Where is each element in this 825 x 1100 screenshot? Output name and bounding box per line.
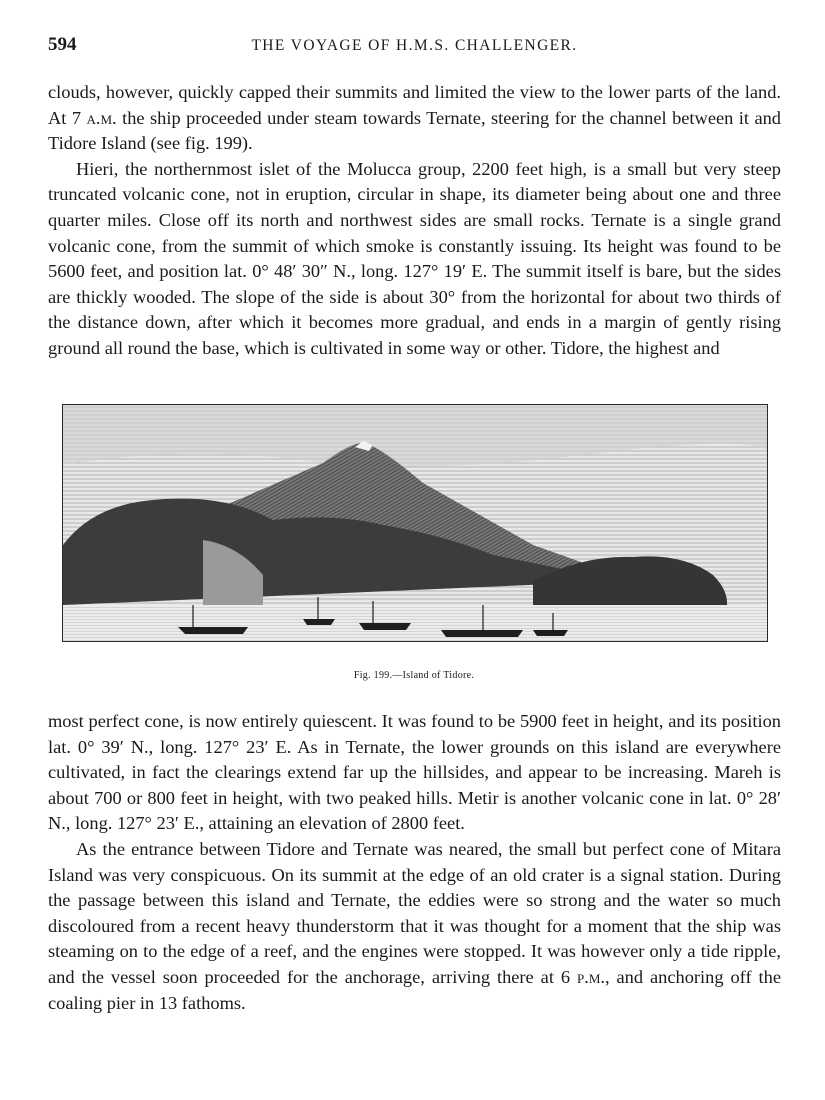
body-text-top bbox=[48, 80, 781, 362]
body-text-bottom bbox=[48, 709, 781, 1016]
time-unit: a.m. bbox=[86, 107, 117, 128]
sea-ripples bbox=[63, 605, 767, 641]
figure-engraving bbox=[62, 404, 768, 642]
figure-caption: Fig. 199.—Island of Tidore. bbox=[353, 670, 475, 681]
page-header bbox=[48, 34, 781, 58]
paragraph-continued bbox=[48, 80, 781, 157]
running-title: THE VOYAGE OF H.M.S. CHALLENGER. bbox=[251, 37, 578, 54]
paragraph-continued: most perfect cone, is now entirely quiescent. It was found to be 5900 feet in height, and its position lat. 0° 39′ N., long. 127° 23′ E. As in Ternate, the lower grounds on this island are everywhere cultivated, in fact the clearings extend far up the hillsides, and appear to be increasing. Mareh is about 700 or 800 feet in height, with two peaked hills. Metir is another volcanic cone in lat. 0° 28′ N., long. 127° 23′ E., attaining an elevation of 2800 feet. bbox=[48, 711, 781, 834]
paragraph-hieri: Hieri, the northernmost islet of the Molucca group, 2200 feet high, is a small but very steep truncated volcanic cone, not in eruption, circular in shape, its diameter being about one and three quarter miles. Close off its north and northwest sides are small rocks. Ternate is a single grand volcanic cone, from the summit of which smoke is constantly issuing. Its height was found to be 5600 feet, and position lat. 0° 48′ 30″ N., long. 127° 19′ E. The summit itself is bare, but the sides are thickly wooded. The slope of the side is about 30° from the horizontal for about two thirds of the distance down, after which it becomes more gradual, and ends in a margin of gently rising ground all round the base, which is cultivated in some way or other. Tidore, the highest and bbox=[48, 158, 781, 358]
page-number: 594 bbox=[48, 34, 77, 55]
time-unit: p.m. bbox=[577, 966, 605, 987]
text-run: clouds, however, quickly capped their summits and limited the view to the lower parts of the land. At 7 bbox=[48, 82, 781, 128]
island-of-tidore-illustration bbox=[63, 405, 767, 641]
text-run: the ship proceeded under steam towards Ternate, steering for the channel between it and Tidore Island (see fig. 199). bbox=[48, 107, 781, 154]
text-run: , and anchoring off the coaling pier in 13 fathoms. bbox=[48, 966, 781, 1013]
paragraph-entrance bbox=[48, 837, 781, 1016]
text-run: As the entrance between Tidore and Ternate was neared, the small but perfect cone of Mitara Island was very conspicuous. On its summit at the edge of an old crater is a signal station. During the passage between this island and Ternate, the eddies were so strong and the water so much discoloured from a recent heavy thunderstorm that it was thought for a moment that the ship was steaming on to the edge of a reef, and the engines were stopped. It was however only a tide ripple, and the vessel soon proceeded for the anchorage, arriving there at 6 bbox=[48, 838, 781, 987]
